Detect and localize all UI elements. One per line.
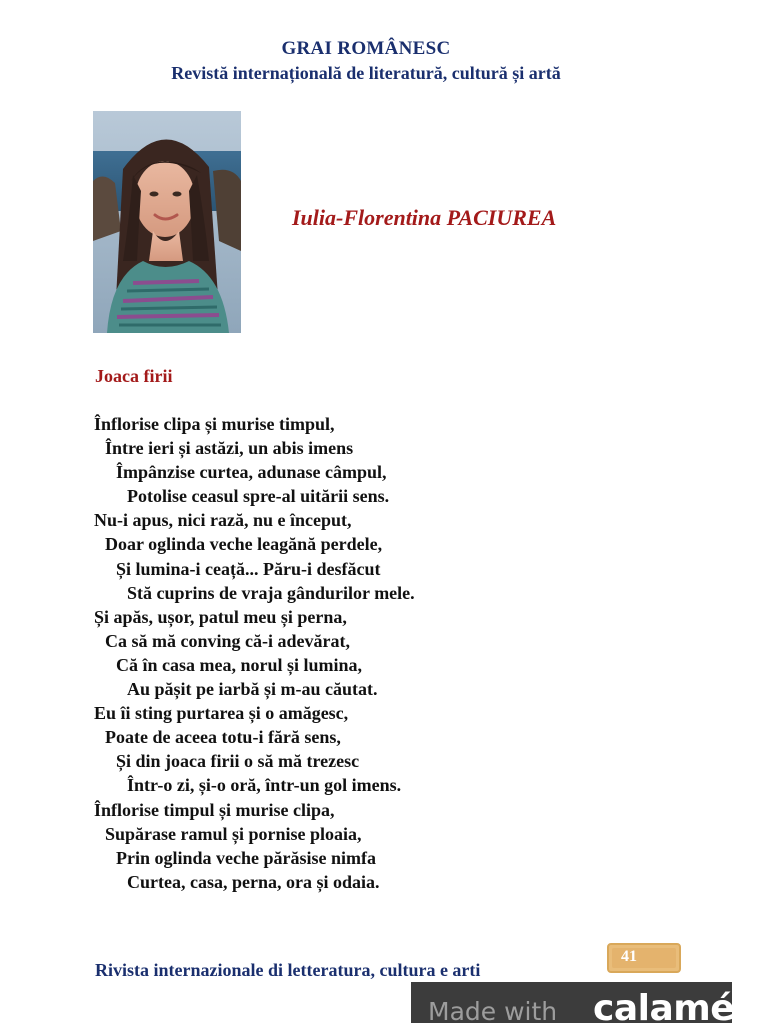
- poem-line: Poate de aceea totu-i fără sens,: [105, 727, 341, 748]
- poem-line: Nu-i apus, nici rază, nu e început,: [94, 510, 352, 531]
- poem-line: Între ieri și astăzi, un abis imens: [105, 438, 354, 459]
- poem-line: Împânzise curtea, adunase câmpul,: [116, 462, 387, 483]
- page-number: 41: [621, 948, 637, 965]
- poem-line: Supărase ramul și pornise ploaia,: [105, 823, 362, 844]
- page-number-badge: [607, 943, 681, 973]
- calameo-logo: calaméo: [593, 988, 758, 1029]
- poem-line: Stă cuprins de vraja gândurilor mele.: [127, 582, 415, 603]
- poem-line: Și apăs, ușor, patul meu și perna,: [94, 606, 347, 627]
- author-name: Iulia-Florentina PACIUREA: [292, 205, 557, 230]
- poem-line: Eu îi sting purtarea și o amăgesc,: [94, 703, 349, 724]
- poem-line: Prin oglinda veche părăsise nimfa: [116, 847, 376, 868]
- poem-line: Au pășit pe iarbă și m-au căutat.: [127, 679, 378, 700]
- magazine-subtitle: Revistă internațională de literatură, cultură și artă: [171, 63, 561, 83]
- poem-title: Joaca firii: [95, 366, 173, 386]
- poem-line: Ca să mă conving că-i adevărat,: [105, 630, 350, 651]
- poem-line: Într-o zi, și-o oră, într-un gol imens.: [127, 775, 402, 796]
- calameo-watermark-banner[interactable]: [411, 982, 758, 1029]
- poem-line: Și lumina-i ceață... Păru-i desfăcut: [116, 558, 381, 579]
- poem-line: Că în casa mea, norul și lumina,: [116, 654, 363, 675]
- poem-body: [94, 412, 415, 894]
- poem-line: Doar oglinda veche leagănă perdele,: [105, 534, 383, 555]
- made-with-label: Made with: [428, 997, 558, 1026]
- magazine-title: GRAI ROMÂNESC: [281, 38, 451, 59]
- poem-line: Potolise ceasul spre-al uitării sens.: [127, 486, 390, 507]
- poem-line: Și din joaca firii o să mă trezesc: [116, 751, 360, 772]
- poem-line: Înflorise clipa și murise timpul,: [94, 414, 335, 434]
- poem-line: Înflorise timpul și murise clipa,: [94, 799, 335, 820]
- footer-tagline: Rivista internazionale di letteratura, cultura e arti: [95, 960, 481, 980]
- poem-line: Curtea, casa, perna, ora și odaia.: [127, 871, 380, 892]
- author-photo: [93, 111, 241, 333]
